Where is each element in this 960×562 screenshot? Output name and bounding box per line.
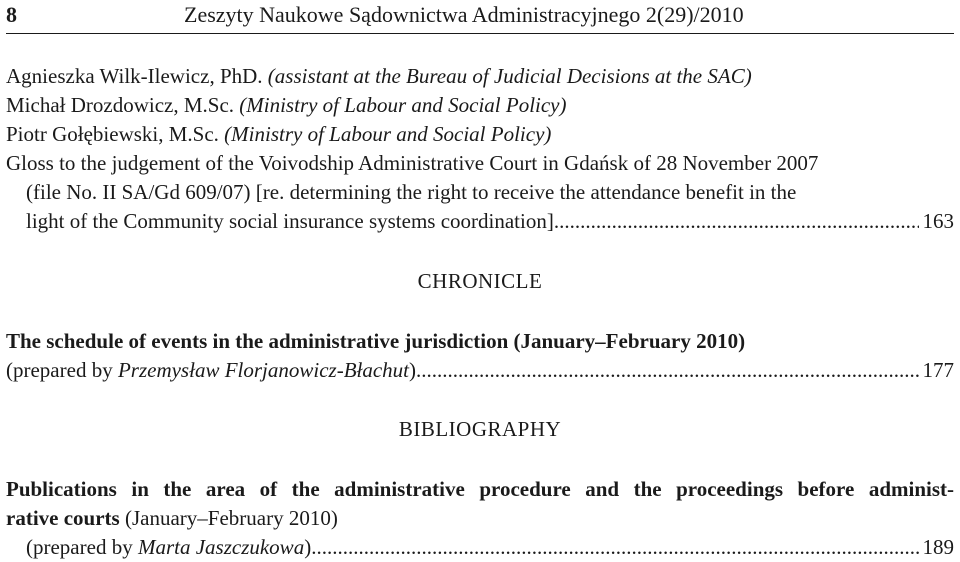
entry2-prepared-by	[6, 357, 954, 383]
entry1-author1	[6, 63, 752, 89]
header-rule	[6, 33, 954, 34]
dot-leader	[554, 208, 919, 234]
entry1-title-line2: (file No. II SA/Gd 609/07) [re. determining the right to receive the attendance benefit in the	[26, 180, 797, 204]
entry3-title-line1: Publications in the area of the administrative procedure and the proceedings before administ-	[6, 477, 954, 501]
entry2-title: The schedule of events in the administrative jurisdiction (January–February 2010)	[6, 329, 746, 353]
author2-affiliation: (Ministry of Labour and Social Policy)	[239, 93, 567, 117]
entry2-page-ref: 177	[922, 358, 954, 382]
entry1-title-line1: Gloss to the judgement of the Voivodship Administrative Court in Gdańsk of 28 November 2007	[6, 151, 819, 175]
section-heading-chronicle: CHRONICLE	[417, 269, 543, 293]
preparer-name: Przemysław Florjanowicz-Błachut	[117, 358, 410, 382]
entry2-prepared-text	[6, 357, 416, 383]
entry3-page-ref: 189	[922, 535, 954, 559]
entry3-title-line2-bold: rative courts	[6, 506, 120, 530]
entry3-title-line2	[6, 505, 338, 531]
entry1-page-ref: 163	[922, 209, 954, 233]
entry1-title-line3-text: light of the Community social insurance systems coordination]	[26, 209, 554, 233]
author1-affiliation: (assistant at the Bureau of Judicial Decisions at the SAC)	[267, 64, 752, 88]
journal-title: Zeszyty Naukowe Sądownictwa Administracyjnego 2(29)/2010	[184, 2, 744, 27]
author2-name: Michał Drozdowicz, M.Sc.	[6, 93, 235, 117]
prepared-prefix: (prepared by	[26, 535, 138, 559]
entry1-title-line3	[26, 208, 954, 234]
prepared-prefix: (prepared by	[6, 358, 118, 382]
entry1-author3	[6, 121, 551, 147]
dot-leader	[311, 534, 918, 560]
entry3-prepared-text	[26, 534, 311, 560]
entry3-prepared-by	[26, 534, 954, 560]
author3-affiliation: (Ministry of Labour and Social Policy)	[224, 122, 552, 146]
page-number: 8	[6, 2, 17, 27]
prepared-suffix: )	[409, 358, 417, 382]
section-heading-bibliography: BIBLIOGRAPHY	[398, 417, 562, 441]
author1-name: Agnieszka Wilk-Ilewicz, PhD.	[6, 64, 263, 88]
preparer-name: Marta Jaszczukowa	[137, 535, 305, 559]
entry1-author2	[6, 92, 567, 118]
entry3-title-line2-regular: (January–February 2010)	[119, 506, 338, 530]
dot-leader	[416, 357, 918, 383]
author3-name: Piotr Gołębiewski, M.Sc.	[6, 122, 219, 146]
prepared-suffix: )	[304, 535, 312, 559]
running-header	[6, 2, 954, 28]
